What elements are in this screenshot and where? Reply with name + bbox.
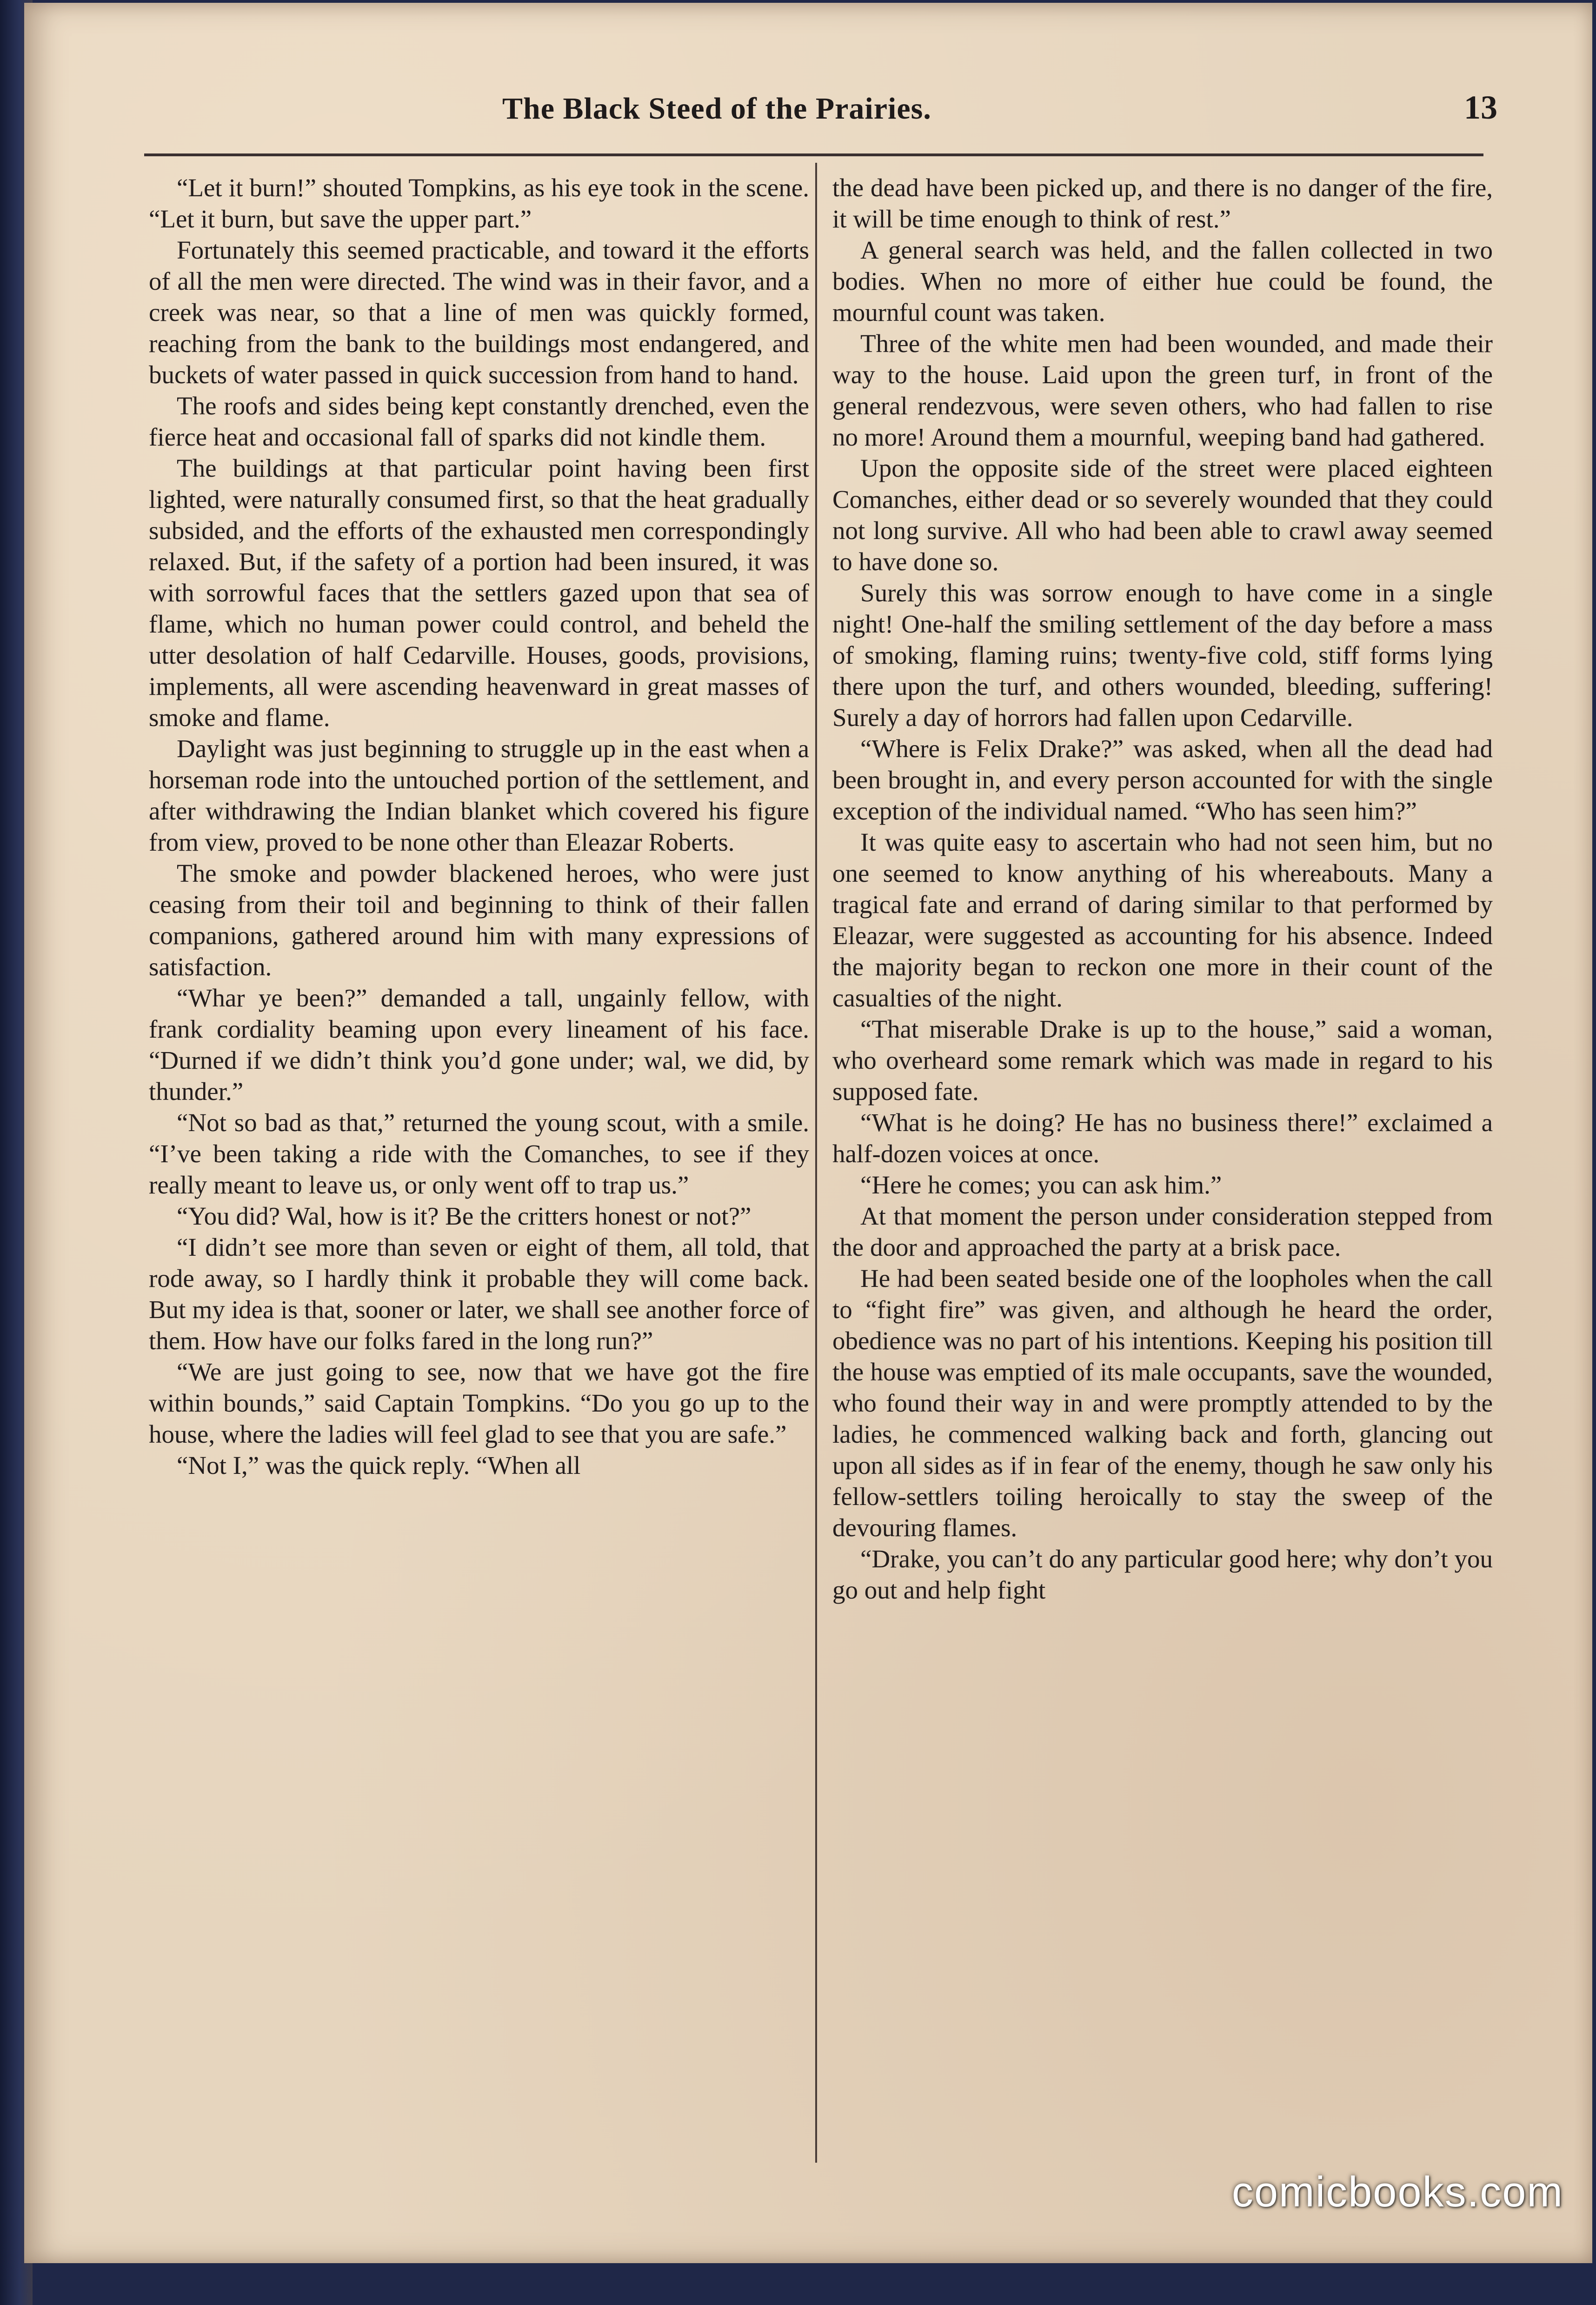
paragraph: He had been seated beside one of the loopholes when the call to “fight fire” was given, and although he heard the order, obedience was no part of his intentions. Keeping his position till the house was emptied of its male occupants, save the wounded, who found their way in and were promptly attended to by the ladies, he commenced walking back and forth, glancing out upon all sides as if in fear of the enemy, though he saw only his fellow-settlers toiling heroically to stay the sweep of the devouring flames. (832, 1264, 1493, 1542)
text-column-right (832, 172, 1493, 1606)
paragraph: Three of the white men had been wounded, and made their way to the house. Laid upon the green turf, in front of the general rendezvous, were seven others, who had fallen to rise no more! Around them a mournful, weeping band had gathered. (832, 329, 1493, 451)
paragraph: “Not so bad as that,” returned the young scout, with a smile. “I’ve been taking a ride with the Comanches, to see if they really meant to leave us, or only went off to trap us.” (149, 1108, 809, 1199)
paragraph: Fortunately this seemed practicable, and toward it the efforts of all the men were directed. The wind was in their favor, and a creek was near, so that a line of men was quickly formed, reaching from the bank to the buildings most endangered, and buckets of water passed in quick succession from hand to hand. (149, 236, 809, 389)
paragraph: “We are just going to see, now that we have got the fire within bounds,” said Captain Tompkins. “Do you go up to the house, where the ladies will feel glad to see that you are safe.” (149, 1358, 809, 1448)
paragraph: The smoke and powder blackened heroes, who were just ceasing from their toil and beginning to think of their fallen companions, gathered around him with many expressions of satisfaction. (149, 859, 809, 981)
paragraph: “You did? Wal, how is it? Be the critters honest or not?” (177, 1202, 751, 1230)
paragraph: The roofs and sides being kept constantly drenched, even the fierce heat and occasional fall of sparks did not kindle them. (149, 392, 809, 451)
paragraph: Daylight was just beginning to struggle up in the east when a horseman rode into the untouched portion of the settlement, and after withdrawing the Indian blanket which covered his figure from view, proved to be none other than Eleazar Roberts. (149, 734, 809, 856)
paragraph: It was quite easy to ascertain who had not seen him, but no one seemed to know anything of his whereabouts. Many a tragical fate and errand of daring similar to that performed by Eleazar, were suggested as accounting for his absence. Indeed the majority began to reckon one more in their count of the casualties of the night. (832, 828, 1493, 1012)
text-column-left (149, 172, 809, 1481)
paragraph: A general search was held, and the fallen collected in two bodies. When no more of either hue could be found, the mournful count was taken. (832, 236, 1493, 326)
paragraph: At that moment the person under consideration stepped from the door and approached the party at a brisk pace. (832, 1202, 1493, 1261)
paragraph: “Drake, you can’t do any particular good here; why don’t you go out and help fight (832, 1545, 1493, 1604)
paragraph: “Whar ye been?” demanded a tall, ungainly fellow, with frank cordiality beaming upon every lineament of his face. “Durned if we didn’t think you’d gone under; wal, we did, by thunder.” (149, 984, 809, 1106)
watermark: comicbooks.com (1231, 2168, 1563, 2216)
paragraph: “Where is Felix Drake?” was asked, when all the dead had been brought in, and every person accounted for with the single exception of the individual named. “Who has seen him?” (832, 734, 1493, 825)
page-number: 13 (1464, 89, 1497, 126)
running-title: The Black Steed of the Prairies. (502, 92, 931, 126)
paragraph: “Here he comes; you can ask him.” (860, 1171, 1222, 1199)
page-header (158, 88, 1497, 144)
paragraph: “Not I,” was the quick reply. “When all (177, 1451, 581, 1479)
column-divider (815, 163, 817, 2163)
header-rule (144, 153, 1483, 156)
paragraph: Surely this was sorrow enough to have come in a single night! One-half the smiling settlement of the day before a mass of smoking, flaming ruins; twenty-five cold, stiff forms lying there upon the turf, and others wounded, bleeding, suffering! Surely a day of horrors had fallen upon Cedarville. (832, 579, 1493, 732)
paragraph: “That miserable Drake is up to the house,” said a woman, who overheard some remark which was made in regard to his supposed fate. (832, 1015, 1493, 1106)
paragraph: “What is he doing? He has no business there!” exclaimed a half-dozen voices at once. (832, 1108, 1493, 1168)
paragraph: “Let it burn!” shouted Tompkins, as his eye took in the scene. “Let it burn, but save the upper part.” (149, 173, 809, 233)
paragraph: Upon the opposite side of the street were placed eighteen Comanches, either dead or so severely wounded that they could not long survive. All who had been able to crawl away seemed to have done so. (832, 454, 1493, 576)
paragraph: “I didn’t see more than seven or eight of them, all told, that rode away, so I hardly think it probable they will come back. But my idea is that, sooner or later, we shall see another force of them. How have our folks fared in the long run?” (149, 1233, 809, 1355)
paragraph: The buildings at that particular point having been first lighted, were naturally consumed first, so that the heat gradually subsided, and the efforts of the exhausted men correspondingly relaxed. But, if the safety of a portion had been insured, it was with sorrowful faces that the settlers gazed upon that sea of flame, which no human power could control, and beheld the utter desolation of half Cedarville. Houses, goods, provisions, implements, all were ascending heavenward in great masses of smoke and flame. (149, 454, 809, 732)
paragraph-continued: the dead have been picked up, and there is no danger of the fire, it will be time enough to think of rest.” (832, 173, 1493, 233)
